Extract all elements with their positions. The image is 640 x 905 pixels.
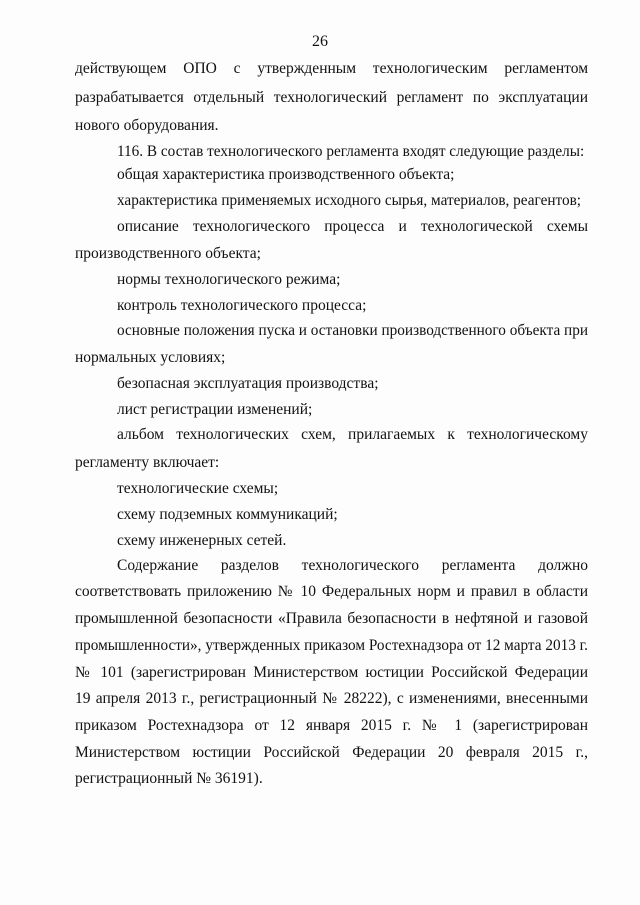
text-line: Министерством юстиции Российской Федерации 20 февраля 2015 г., <box>75 744 588 761</box>
text-line: схему инженерных сетей. <box>117 532 287 549</box>
text-line: действующем ОПО с утвержденным технологическим регламентом <box>75 60 588 77</box>
text-line: общая характеристика производственного объекта; <box>117 166 455 183</box>
page-number: 26 <box>312 33 328 50</box>
text-line: технологические схемы; <box>117 480 279 497</box>
text-line: характеристика применяемых исходного сырья, материалов, реагентов; <box>117 192 582 209</box>
text-line: Содержание разделов технологического регламента должно <box>117 557 588 574</box>
text-line: контроль технологического процесса; <box>117 297 367 314</box>
text-line: промышленной безопасности «Правила безопасности в нефтяной и газовой <box>75 610 588 627</box>
text-line: альбом технологических схем, прилагаемых к технологическому <box>117 426 588 443</box>
text-line: регламенту включает: <box>75 454 220 471</box>
text-line: производственного объекта; <box>75 245 261 262</box>
text-line: регистрационный № 36191). <box>75 770 263 787</box>
text-line: 19 апреля 2013 г., регистрационный № 28222), с изменениями, внесенными <box>75 690 588 707</box>
text-line: безопасная эксплуатация производства; <box>117 375 379 392</box>
text-line: разрабатывается отдельный технологический регламент по эксплуатации <box>75 89 588 106</box>
text-line: нового оборудования. <box>75 117 219 134</box>
text-line: соответствовать приложению № 10 Федеральных норм и правил в области <box>75 583 588 600</box>
text-line: описание технологического процесса и технологической схемы <box>117 218 588 235</box>
text-line: 116. В состав технологического регламента входят следующие разделы: <box>117 143 585 160</box>
text-line: № 101 (зарегистрирован Министерством юстиции Российской Федерации <box>75 664 588 681</box>
text-line: схему подземных коммуникаций; <box>117 506 338 523</box>
text-line: приказом Ростехнадзора от 12 января 2015 г. № 1 (зарегистрирован <box>75 717 588 734</box>
text-line: промышленности», утвержденных приказом Ростехнадзора от 12 марта 2013 г. <box>75 637 588 654</box>
text-line: нормальных условиях; <box>75 349 226 366</box>
text-line: лист регистрации изменений; <box>117 401 313 418</box>
text-line: основные положения пуска и остановки производственного объекта при <box>117 322 588 339</box>
text-line: нормы технологического режима; <box>117 271 341 288</box>
